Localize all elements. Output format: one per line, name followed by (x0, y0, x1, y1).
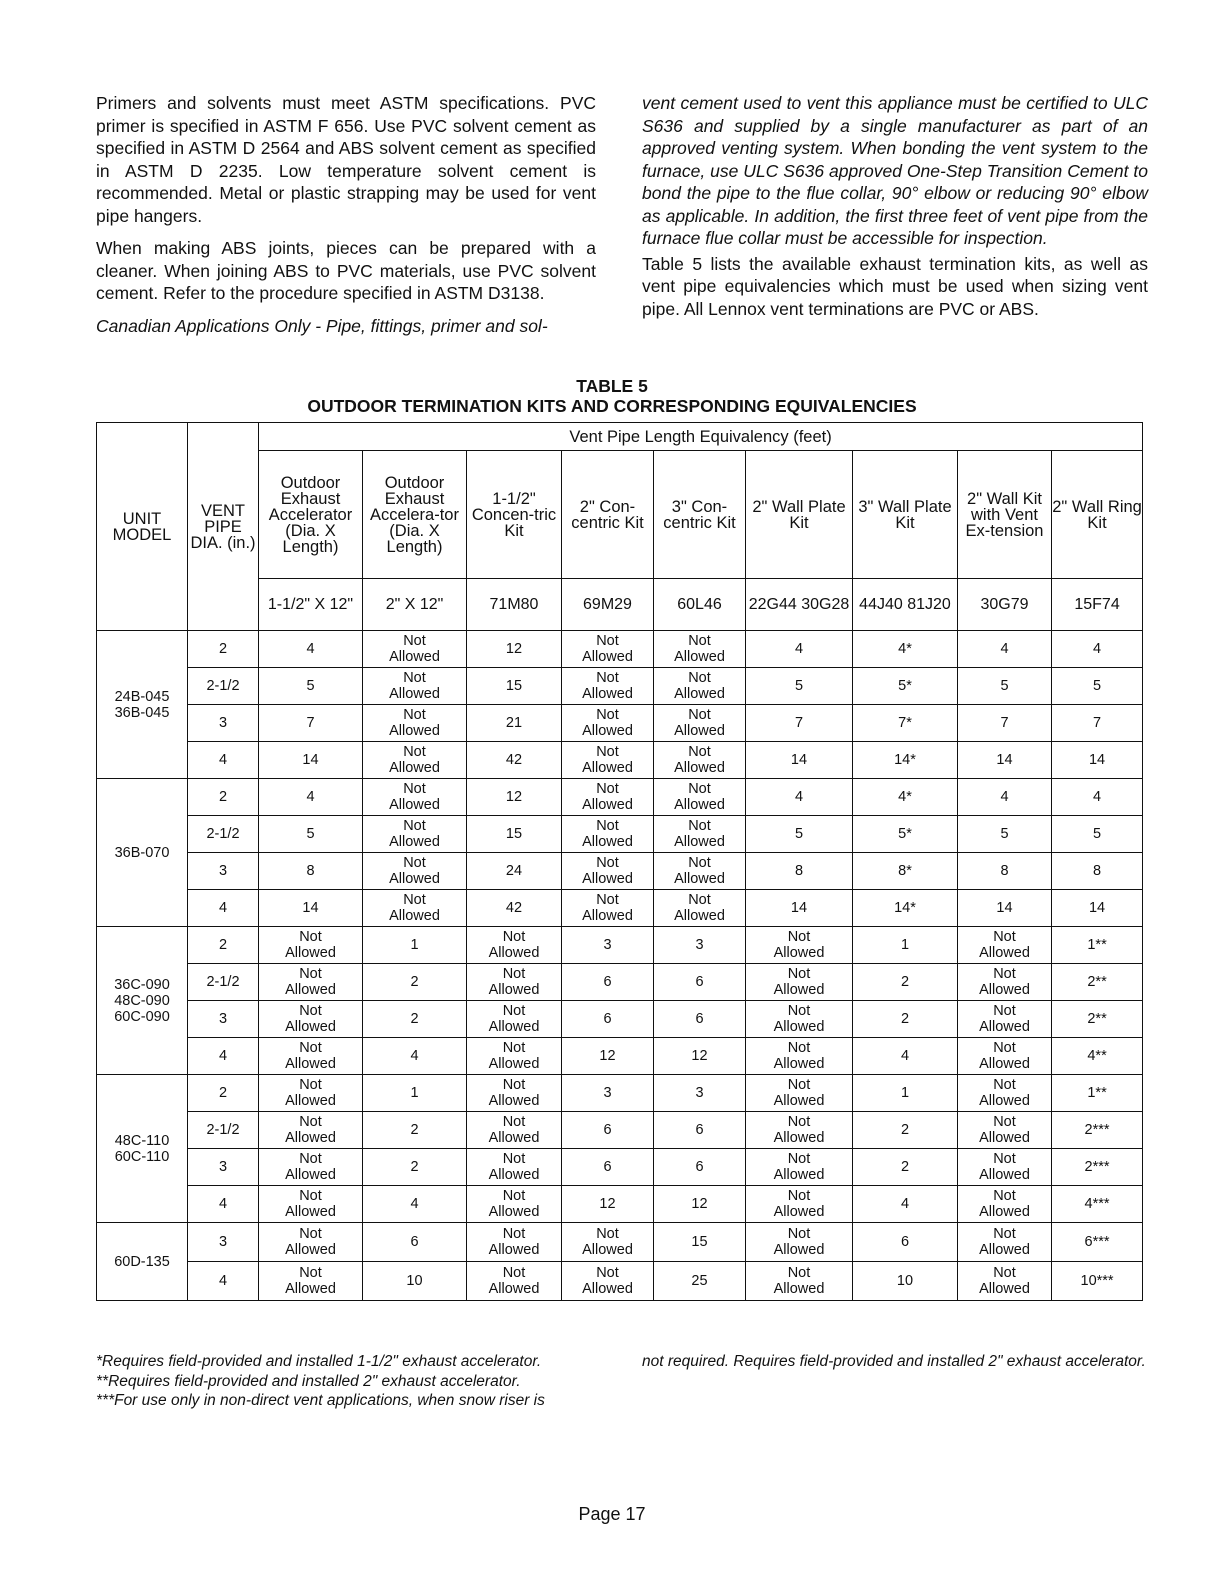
equivalency-cell: Not Allowed (746, 1038, 853, 1075)
equivalency-cell: 14* (853, 890, 958, 927)
equivalency-cell: 2 (853, 1112, 958, 1149)
equivalency-cell: 8 (746, 853, 853, 890)
table-caption: OUTDOOR TERMINATION KITS AND CORRESPONDING EQUIVALENCIES (307, 396, 917, 416)
equivalency-cell: Not Allowed (467, 1001, 562, 1038)
equivalency-cell: 3 (562, 927, 654, 964)
equivalency-cell: 6 (654, 1001, 746, 1038)
equivalency-cell: 2 (363, 1001, 467, 1038)
equivalency-cell: Not Allowed (958, 1149, 1052, 1186)
equivalency-cell: 8 (1052, 853, 1143, 890)
equivalency-cell: 4 (958, 631, 1052, 668)
equivalency-cell: Not Allowed (562, 890, 654, 927)
equivalency-cell: 1 (363, 927, 467, 964)
equivalency-cell: 4 (958, 779, 1052, 816)
footnotes-right (642, 1352, 1148, 1372)
equivalency-cell: 4* (853, 779, 958, 816)
equivalency-cell: Not Allowed (363, 742, 467, 779)
paragraph-ulc: vent cement used to vent this appliance must be certified to ULC S636 and supplied by a single manufacturer as part of an approved venting system. When bonding the vent system to the furnace, use ULC S636 approved One-Step Transition Cement to bond the pipe to the flue collar, 90° elbow or reducing 90° elbow as applicable. In addition, the first three feet of vent pipe from the furnace flue collar must be accessible for inspection. (642, 93, 1148, 248)
equivalency-cell: Not Allowed (562, 816, 654, 853)
page-number: Page 17 (578, 1504, 646, 1524)
equivalency-cell: 5 (1052, 816, 1143, 853)
unit-model-cell: 24B-045 36B-045 (97, 631, 188, 779)
vent-dia-cell: 2 (188, 1075, 259, 1112)
column-header-label: Outdoor Exhaust Accelera-tor (Dia. X Length) (363, 451, 467, 579)
equivalency-cell: Not Allowed (259, 1038, 363, 1075)
equivalency-cell: 5* (853, 816, 958, 853)
vent-dia-cell: 3 (188, 705, 259, 742)
equivalency-cell: 6 (363, 1223, 467, 1262)
equivalency-cell: 12 (467, 631, 562, 668)
equivalency-cell: 3 (654, 1075, 746, 1112)
table-row (97, 890, 1143, 927)
equivalency-cell: Not Allowed (654, 853, 746, 890)
vent-dia-cell: 2-1/2 (188, 964, 259, 1001)
column-header-label: 2" Wall Ring Kit (1052, 451, 1143, 579)
vent-dia-cell: 2-1/2 (188, 668, 259, 705)
table-number: TABLE 5 (576, 376, 648, 396)
column-header-label: 2" Wall Kit with Vent Ex-tension (958, 451, 1052, 579)
equivalency-cell: Not Allowed (467, 1038, 562, 1075)
equivalency-cell: 2 (853, 1001, 958, 1038)
equivalency-cell: 6 (654, 1149, 746, 1186)
table-row (97, 1262, 1143, 1301)
header-unit-model: UNIT MODEL (97, 423, 188, 631)
left-column (96, 92, 596, 347)
equivalency-cell: 3 (562, 1075, 654, 1112)
equivalency-cell: 14 (259, 742, 363, 779)
column-header-label: 3" Con-centric Kit (654, 451, 746, 579)
table-row (97, 631, 1143, 668)
equivalency-cell: 4 (1052, 631, 1143, 668)
equivalency-cell: 4*** (1052, 1186, 1143, 1223)
column-header-label: 3" Wall Plate Kit (853, 451, 958, 579)
equivalency-cell: Not Allowed (259, 1001, 363, 1038)
equivalency-cell: 14 (746, 890, 853, 927)
vent-dia-cell: 4 (188, 1038, 259, 1075)
equivalency-cell: 5* (853, 668, 958, 705)
equivalency-cell: 14 (746, 742, 853, 779)
equivalency-cell: Not Allowed (467, 1223, 562, 1262)
equivalency-cell: 6 (562, 1001, 654, 1038)
footnotes-left (96, 1352, 616, 1411)
unit-model-cell: 48C-110 60C-110 (97, 1075, 188, 1223)
equivalency-cell: 5 (958, 816, 1052, 853)
footnote-triple-star-continued: not required. Requires field-provided and installed 2" exhaust accelerator. (642, 1353, 1146, 1370)
equivalency-cell: Not Allowed (363, 816, 467, 853)
equivalency-cell: 14 (259, 890, 363, 927)
equivalency-cell: 12 (562, 1186, 654, 1223)
equivalency-cell: 5 (746, 668, 853, 705)
table-row (97, 853, 1143, 890)
equivalency-cell: 2*** (1052, 1112, 1143, 1149)
equivalency-cell: Not Allowed (654, 742, 746, 779)
footnote-double-star: **Requires field-provided and installed 2" exhaust accelerator. (96, 1372, 521, 1390)
equivalency-cell: Not Allowed (363, 668, 467, 705)
equivalency-cell: Not Allowed (363, 890, 467, 927)
table-row (97, 1186, 1143, 1223)
vent-dia-cell: 4 (188, 890, 259, 927)
equivalency-cell: 7 (259, 705, 363, 742)
equivalency-cell: 4* (853, 631, 958, 668)
equivalency-cell: Not Allowed (562, 853, 654, 890)
equivalency-cell: Not Allowed (746, 927, 853, 964)
table-title (0, 376, 1224, 416)
equivalency-cell: 10 (363, 1262, 467, 1301)
equivalency-cell: 6 (562, 964, 654, 1001)
equivalency-cell: 14 (1052, 890, 1143, 927)
equivalency-cell: Not Allowed (746, 1223, 853, 1262)
vent-dia-cell: 2-1/2 (188, 1112, 259, 1149)
equivalency-cell: 6 (562, 1149, 654, 1186)
equivalency-cell: Not Allowed (259, 927, 363, 964)
equivalency-cell: 4 (746, 779, 853, 816)
equivalency-cell: 7* (853, 705, 958, 742)
equivalency-cell: Not Allowed (259, 1223, 363, 1262)
paragraph-table-intro: Table 5 lists the available exhaust termination kits, as well as vent pipe equivalencies which must be used when sizing vent pipe. All Lennox vent terminations are PVC or ABS. (642, 253, 1148, 319)
vent-dia-cell: 3 (188, 1001, 259, 1038)
equivalency-cell: 10 (853, 1262, 958, 1301)
equivalency-cell: 5 (1052, 668, 1143, 705)
equivalency-cell: 5 (259, 668, 363, 705)
equivalency-cell: 2 (363, 1112, 467, 1149)
equivalency-cell: Not Allowed (467, 1112, 562, 1149)
equivalency-cell: Not Allowed (467, 1186, 562, 1223)
equivalency-cell: Not Allowed (746, 964, 853, 1001)
column-part-number: 44J40 81J20 (853, 579, 958, 631)
paragraph-canadian: Canadian Applications Only - Pipe, fittings, primer and sol- (96, 315, 548, 336)
equivalency-cell: 1 (363, 1075, 467, 1112)
equivalency-cell: 2*** (1052, 1149, 1143, 1186)
equivalency-cell: 7 (1052, 705, 1143, 742)
equivalency-cell: Not Allowed (562, 742, 654, 779)
equivalency-cell: 4 (259, 779, 363, 816)
equivalency-cell: Not Allowed (363, 705, 467, 742)
equivalency-cell: 4 (853, 1186, 958, 1223)
vent-dia-cell: 3 (188, 1223, 259, 1262)
equivalency-cell: Not Allowed (363, 631, 467, 668)
equivalency-cell: 7 (958, 705, 1052, 742)
table-body (97, 631, 1143, 1301)
equivalency-cell: Not Allowed (467, 927, 562, 964)
equivalency-cell: 25 (654, 1262, 746, 1301)
equivalency-cell: Not Allowed (654, 890, 746, 927)
table-row (97, 1149, 1143, 1186)
equivalency-cell: Not Allowed (958, 1075, 1052, 1112)
equivalency-cell: Not Allowed (259, 1075, 363, 1112)
table-row (97, 816, 1143, 853)
table-row (97, 927, 1143, 964)
equivalency-cell: Not Allowed (746, 1186, 853, 1223)
equivalency-cell: Not Allowed (562, 779, 654, 816)
right-column (642, 92, 1148, 330)
table-row (97, 1038, 1143, 1075)
vent-dia-cell: 4 (188, 1186, 259, 1223)
equivalency-cell: 14* (853, 742, 958, 779)
equivalency-cell: 8 (958, 853, 1052, 890)
equivalency-cell: Not Allowed (746, 1075, 853, 1112)
equivalency-cell: Not Allowed (958, 1223, 1052, 1262)
equivalency-cell: Not Allowed (746, 1001, 853, 1038)
table-row (97, 1075, 1143, 1112)
equivalency-cell: 1 (853, 1075, 958, 1112)
vent-dia-cell: 3 (188, 853, 259, 890)
equivalency-cell: 15 (467, 816, 562, 853)
equivalency-cell: 1** (1052, 1075, 1143, 1112)
equivalency-cell: Not Allowed (958, 927, 1052, 964)
equivalency-cell: Not Allowed (259, 1262, 363, 1301)
equivalency-cell: 12 (562, 1038, 654, 1075)
equivalency-cell: 6 (562, 1112, 654, 1149)
equivalency-cell: Not Allowed (562, 1262, 654, 1301)
equivalency-cell: 12 (654, 1186, 746, 1223)
footnote-triple-star: ***For use only in non-direct vent applications, when snow riser is (96, 1392, 545, 1409)
equivalency-cell: Not Allowed (363, 853, 467, 890)
vent-dia-cell: 2 (188, 927, 259, 964)
equivalency-cell: Not Allowed (562, 1223, 654, 1262)
equivalency-cell: Not Allowed (654, 631, 746, 668)
equivalency-cell: 1 (853, 927, 958, 964)
equivalency-cell: 4 (363, 1186, 467, 1223)
equivalency-cell: 14 (958, 742, 1052, 779)
equivalency-cell: 5 (958, 668, 1052, 705)
equivalency-cell: Not Allowed (746, 1112, 853, 1149)
equivalency-cell: 7 (746, 705, 853, 742)
paragraph-abs-joints: When making ABS joints, pieces can be prepared with a cleaner. When joining ABS to PVC materials, use PVC solvent cement. Refer to the procedure specified in ASTM D3138. (96, 238, 596, 303)
table-row (97, 964, 1143, 1001)
equivalency-cell: Not Allowed (654, 779, 746, 816)
equivalency-cell: Not Allowed (746, 1262, 853, 1301)
equivalency-cell: 3 (654, 927, 746, 964)
equivalency-cell: Not Allowed (958, 1262, 1052, 1301)
table-row (97, 668, 1143, 705)
equivalency-cell: 12 (467, 779, 562, 816)
equivalency-cell: Not Allowed (562, 705, 654, 742)
equivalency-cell: Not Allowed (467, 964, 562, 1001)
table-row (97, 1112, 1143, 1149)
equivalency-cell: 14 (1052, 742, 1143, 779)
equivalency-cell: 2** (1052, 964, 1143, 1001)
vent-dia-cell: 2-1/2 (188, 816, 259, 853)
equivalency-cell: Not Allowed (467, 1262, 562, 1301)
equivalency-cell: 2 (363, 1149, 467, 1186)
unit-model-cell: 36C-090 48C-090 60C-090 (97, 927, 188, 1075)
column-part-number: 2" X 12" (363, 579, 467, 631)
equivalency-cell: 6 (853, 1223, 958, 1262)
equivalency-cell: 15 (654, 1223, 746, 1262)
column-part-number: 69M29 (562, 579, 654, 631)
equivalency-cell: 10*** (1052, 1262, 1143, 1301)
equivalency-cell: 4 (1052, 779, 1143, 816)
equivalency-cell: 4** (1052, 1038, 1143, 1075)
equivalency-cell: Not Allowed (467, 1149, 562, 1186)
equivalency-cell: Not Allowed (562, 668, 654, 705)
unit-model-cell: 60D-135 (97, 1223, 188, 1301)
equivalency-cell: 8* (853, 853, 958, 890)
equivalency-cell: 42 (467, 890, 562, 927)
equivalency-cell: Not Allowed (259, 1112, 363, 1149)
equivalency-cell: Not Allowed (958, 964, 1052, 1001)
vent-dia-cell: 4 (188, 1262, 259, 1301)
column-part-number: 30G79 (958, 579, 1052, 631)
equivalency-cell: 2 (363, 964, 467, 1001)
equivalency-cell: Not Allowed (746, 1149, 853, 1186)
equivalency-cell: Not Allowed (958, 1186, 1052, 1223)
equivalency-cell: 5 (259, 816, 363, 853)
equivalency-cell: Not Allowed (467, 1075, 562, 1112)
vent-dia-cell: 3 (188, 1149, 259, 1186)
equivalency-cell: 5 (746, 816, 853, 853)
equivalency-cell: 6 (654, 964, 746, 1001)
equivalency-cell: Not Allowed (654, 705, 746, 742)
equivalency-cell: 1** (1052, 927, 1143, 964)
equivalency-cell: Not Allowed (259, 1149, 363, 1186)
equivalency-cell: Not Allowed (958, 1038, 1052, 1075)
equivalency-cell: 15 (467, 668, 562, 705)
equivalency-cell: 42 (467, 742, 562, 779)
header-equivalency-group: Vent Pipe Length Equivalency (feet) (259, 423, 1143, 451)
table-row (97, 742, 1143, 779)
column-header-label: 1-1/2" Concen-tric Kit (467, 451, 562, 579)
vent-dia-cell: 2 (188, 631, 259, 668)
equivalency-cell: 6 (654, 1112, 746, 1149)
equivalency-cell: 4 (363, 1038, 467, 1075)
header-vent-pipe-dia: VENT PIPE DIA. (in.) (188, 423, 259, 631)
column-part-number: 60L46 (654, 579, 746, 631)
equivalency-cell: Not Allowed (259, 964, 363, 1001)
equivalency-cell: 2** (1052, 1001, 1143, 1038)
termination-kits-table (96, 422, 1143, 1301)
table-row (97, 705, 1143, 742)
equivalency-cell: 4 (746, 631, 853, 668)
column-part-number: 22G44 30G28 (746, 579, 853, 631)
equivalency-cell: 14 (958, 890, 1052, 927)
equivalency-cell: Not Allowed (363, 779, 467, 816)
equivalency-cell: 2 (853, 964, 958, 1001)
equivalency-cell: 24 (467, 853, 562, 890)
equivalency-cell: 4 (853, 1038, 958, 1075)
column-part-number: 1-1/2" X 12" (259, 579, 363, 631)
equivalency-cell: 21 (467, 705, 562, 742)
equivalency-cell: Not Allowed (259, 1186, 363, 1223)
equivalency-cell: 12 (654, 1038, 746, 1075)
vent-dia-cell: 2 (188, 779, 259, 816)
equivalency-cell: 6*** (1052, 1223, 1143, 1262)
equivalency-cell: Not Allowed (958, 1112, 1052, 1149)
paragraph-primers: Primers and solvents must meet ASTM specifications. PVC primer is specified in ASTM F 656. Use PVC solvent cement as specified in ASTM D 2564 and ABS solvent cement as specified in ASTM D 2235. Low temperature solvent cement is recommended. Metal or plastic strapping may be used for vent pipe hangers. (96, 93, 596, 226)
table-row (97, 1223, 1143, 1262)
footnote-single-star: *Requires field-provided and installed 1-1/2" exhaust accelerator. (96, 1353, 542, 1370)
column-header-label: 2" Con-centric Kit (562, 451, 654, 579)
equivalency-cell: Not Allowed (958, 1001, 1052, 1038)
column-header-label: 2" Wall Plate Kit (746, 451, 853, 579)
column-header-label: Outdoor Exhaust Accelerator (Dia. X Length) (259, 451, 363, 579)
equivalency-cell: 2 (853, 1149, 958, 1186)
equivalency-cell: Not Allowed (654, 816, 746, 853)
column-part-number: 15F74 (1052, 579, 1143, 631)
table-row (97, 1001, 1143, 1038)
table-row (97, 779, 1143, 816)
equivalency-cell: 4 (259, 631, 363, 668)
equivalency-cell: Not Allowed (654, 668, 746, 705)
equivalency-cell: Not Allowed (562, 631, 654, 668)
column-part-number: 71M80 (467, 579, 562, 631)
unit-model-cell: 36B-070 (97, 779, 188, 927)
vent-dia-cell: 4 (188, 742, 259, 779)
table-header (97, 423, 1143, 631)
equivalency-cell: 8 (259, 853, 363, 890)
